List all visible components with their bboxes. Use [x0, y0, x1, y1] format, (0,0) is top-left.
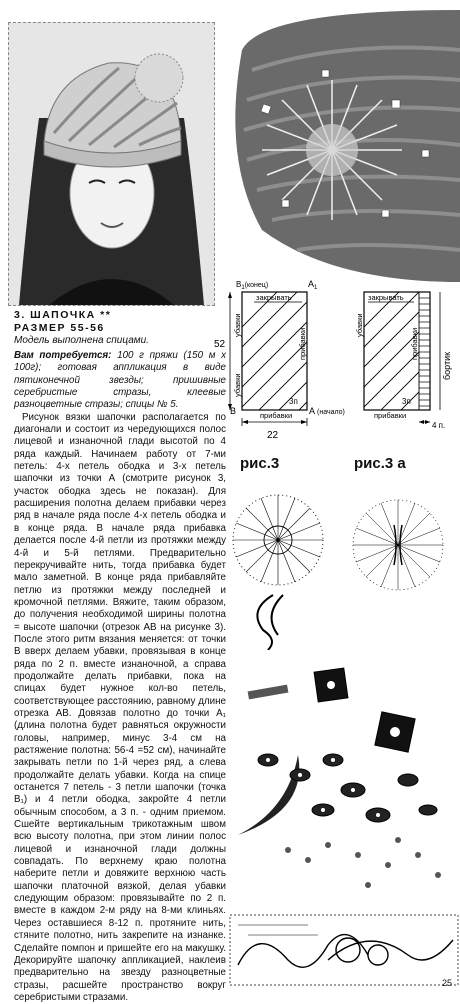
sequins-illustration	[228, 660, 460, 900]
label-width: 22	[267, 430, 279, 441]
label-dec-bottom: убавки	[233, 373, 242, 397]
label2-close: закрывать	[368, 293, 404, 302]
article-heading	[14, 309, 111, 335]
figure-3a-label: рис.3 а	[354, 455, 406, 472]
label2-inc-right: прибавки	[410, 327, 419, 360]
article-title: 3. ШАПОЧКА **	[14, 309, 112, 321]
stitch-illustration	[228, 905, 460, 990]
label2-4p: 4 п.	[432, 421, 446, 430]
pattern-diagram-2	[354, 272, 460, 447]
label-3p: 3п	[289, 397, 298, 406]
article-paragraph: Рисунок вязки шапочки располагается по диагонали и состоит из чередующихся полос лицевой и изнаночной глади высотой по 4 ряда каждый. Начинаем работу от 7-ми петель: 4-х петель ободка и 3-х петель шапочки из точки А (смотрите рисунок 3, участок ободка здесь не показан). Для расширения полотна делаем прибавки через ряд в начале ряда после 4-х петель ободка и в конце ряда. В начале ряда прибавка делается после 4-й петли из протяжки между 4-й и 5-й петлями. Предварительно перекручивайте нить, тогда прибавка будет мало заметной. В конце ряда прибавляйте петлю из протяжки между последней и кромочной петлями. Вяжите, таким образом, до получения необходимой ширины полотна = высоте шапочки (отрезок АВ на рисунке 3). После этого ритм вязания меняется: от точки В вверх делаем убавки, провязывая в конце ряда по 2 п. вместе изнаночной, а справа продолжайте делать прибавки, пока на спицах будет нужное кол-во петель, соответствующее расстоянию, равному длине отрезка АВ. Довязав полотно до точки А₁ (длина полотна будет равняться окружности головы, например, минус 3-4 см на растяжение полотна: 56-4 =52 см), начинайте закрывать петли по 1-й через ряд, а слева продолжайте делать убавки. Когда на спице останется 7 петель - 3 петли шапочки (точка В₁) и 4 петли ободка, закройте 4 петли обычным способом, а 3 п. - одним приемом. Сшейте вертикальным трикотажным швом всю высоту полотна, при этом линии полос лицевой и изнаночной глади должны совпадать. По верхнему краю полотна наберите петли и довяжите верхнюю часть шапочки платочной вязкой, делая убавки следующим образом: провязывайте по 2 п. вместе в каждом 2-м ряду на 8-ми клиньях. Через оставшиеся 8-12 п. протяните нить, стяните полотно, нить закрепите на изнанке. Сделайте помпон и пришейте его на макушку. Декорируйте шапочку аппликацией, наклеив предварительно на звезду разноцветные стразы, расшейте пространство вокруг серебристыми стразами.	[14, 411, 226, 1003]
page-number: 25	[441, 978, 452, 988]
label-a1: $A_1$	[308, 279, 318, 291]
label2-inc-bottom: прибавки	[374, 411, 407, 420]
label-inc-bottom: прибавки	[260, 411, 293, 420]
article-body	[14, 350, 226, 1004]
materials-label: Вам потребуется:	[14, 350, 112, 361]
model-photo	[8, 22, 215, 306]
label-a: A (начало)	[309, 406, 345, 416]
label-inc-right: прибавки	[298, 327, 307, 360]
star-applique-photo	[222, 10, 460, 282]
pompom-illustrations	[228, 480, 460, 650]
label-b: B	[230, 406, 237, 416]
label-height: 52	[214, 339, 226, 350]
article-size: РАЗМЕР 55-56	[14, 322, 105, 334]
materials-text: 100 г пряжи (150 м х 100г); готовая аппликация в виде пятиконечной звезды; пришивные серебристые стразы, клеевые разноцветные стразы; спицы № 5.	[14, 350, 226, 411]
article-subtitle: Модель выполнена спицами.	[14, 335, 149, 346]
label-b1: $B_1(конец)$	[236, 280, 269, 291]
label-dec-top: убавки	[233, 313, 242, 337]
figure-3-label: рис.3	[240, 455, 280, 472]
label2-border: бортик	[442, 351, 452, 380]
label-close: закрывать	[256, 293, 292, 302]
label2-dec: убавки	[355, 313, 364, 337]
label2-3p: 3п	[402, 397, 411, 406]
pattern-diagram-1	[212, 272, 347, 447]
